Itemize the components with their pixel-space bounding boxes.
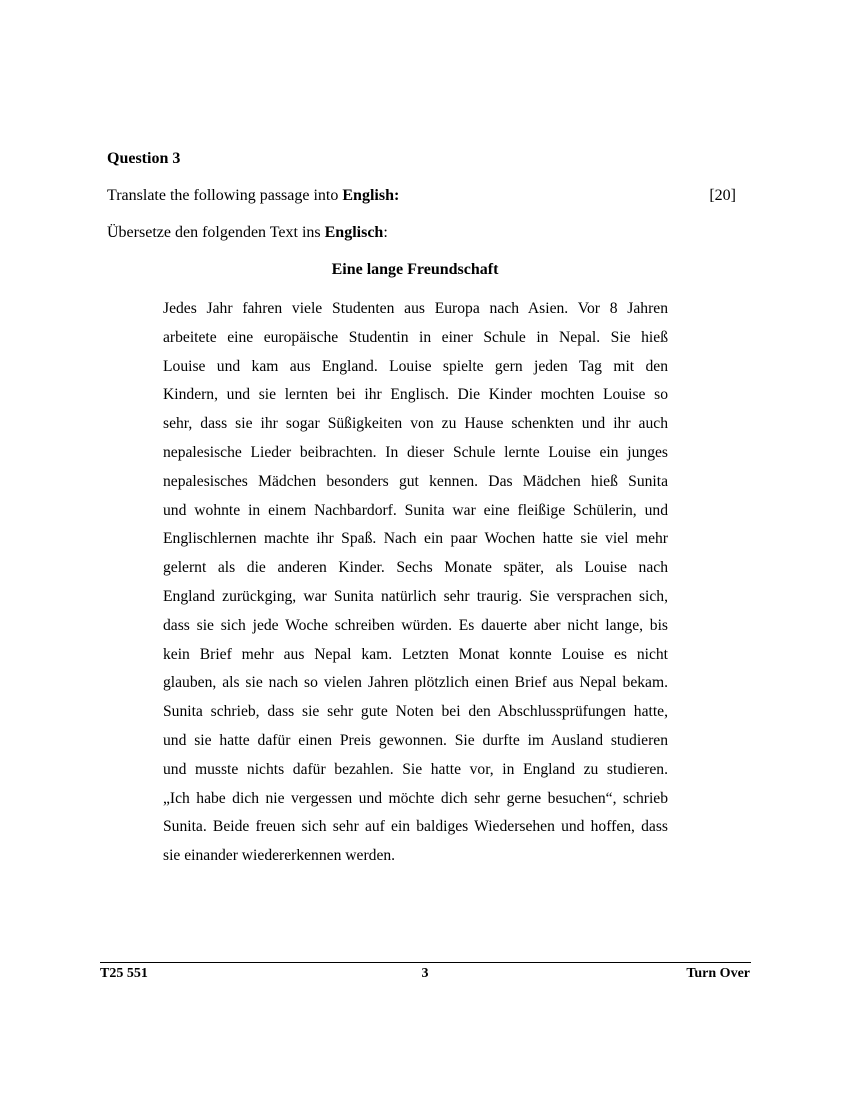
passage-body <box>163 298 668 874</box>
instruction-german-text: Übersetze den folgenden Text ins <box>107 224 325 241</box>
question-heading: Question 3 <box>107 150 181 167</box>
passage-line: Sunita. Beide freuen sich sehr auf ein baldiges Wiedersehen und hoffen, dass <box>163 818 668 836</box>
passage-line: glauben, als sie nach so vielen Jahren plötzlich einen Brief aus Nepal bekam. <box>163 674 668 692</box>
passage-line: gelernt als die anderen Kinder. Sechs Monate später, als Louise nach <box>163 559 668 577</box>
passage-line: Sunita schrieb, dass sie sehr gute Noten bei den Abschlussprüfungen hatte, <box>163 703 668 721</box>
passage-title: Eine lange Freundschaft <box>331 261 499 278</box>
passage-line: England zurückging, war Sunita natürlich sehr traurig. Sie versprachen sich, <box>163 587 668 605</box>
passage-line: „Ich habe dich nie vergessen und möchte dich sehr gerne besuchen“, schrieb <box>163 789 668 807</box>
instruction-english-target: English: <box>342 187 400 204</box>
passage-line: Louise und kam aus England. Louise spielte gern jeden Tag mit den <box>163 357 668 375</box>
instruction-english <box>107 187 399 205</box>
turn-over-label: Turn Over <box>686 966 750 981</box>
passage-line: dass sie sich jede Woche schreiben würden. Es dauerte aber nicht lange, bis <box>163 616 668 634</box>
instruction-english-text: Translate the following passage into <box>107 187 343 204</box>
passage-line: kein Brief mehr aus Nepal kam. Letzten Monat konnte Louise es nicht <box>163 645 668 663</box>
passage-line: arbeitete eine europäische Studentin in einer Schule in Nepal. Sie hieß <box>163 328 668 346</box>
passage-line: Jedes Jahr fahren viele Studenten aus Europa nach Asien. Vor 8 Jahren <box>163 300 668 317</box>
footer-divider <box>100 962 751 963</box>
passage-line: und sie hatte dafür einen Preis gewonnen. Sie durfte im Ausland studieren <box>163 731 668 749</box>
passage-line: und wohnte in einem Nachbardorf. Sunita war eine fleißige Schülerin, und <box>163 501 668 519</box>
passage-line: nepalesisches Mädchen besonders gut kennen. Das Mädchen hieß Sunita <box>163 472 668 490</box>
passage-line: und musste nichts dafür bezahlen. Sie hatte vor, in England zu studieren. <box>163 760 668 778</box>
instruction-german-colon: : <box>383 224 388 241</box>
instruction-german <box>107 224 388 242</box>
marks-label: [20] <box>709 187 736 204</box>
passage-line: Englischlernen machte ihr Spaß. Nach ein paar Wochen hatte sie viel mehr <box>163 530 668 548</box>
page-number: 3 <box>421 966 429 981</box>
paper-code: T25 551 <box>100 966 148 981</box>
passage-line: sie einander wiedererkennen werden. <box>163 847 396 865</box>
instruction-german-target: Englisch <box>324 224 384 241</box>
passage-line: Kindern, und sie lernten bei ihr Englisch. Die Kinder mochten Louise so <box>163 386 668 404</box>
passage-line: sehr, dass sie ihr sogar Süßigkeiten von zu Hause schenkten und ihr auch <box>163 415 668 433</box>
passage-line: nepalesische Lieder beibrachten. In dieser Schule lernte Louise ein junges <box>163 443 668 461</box>
